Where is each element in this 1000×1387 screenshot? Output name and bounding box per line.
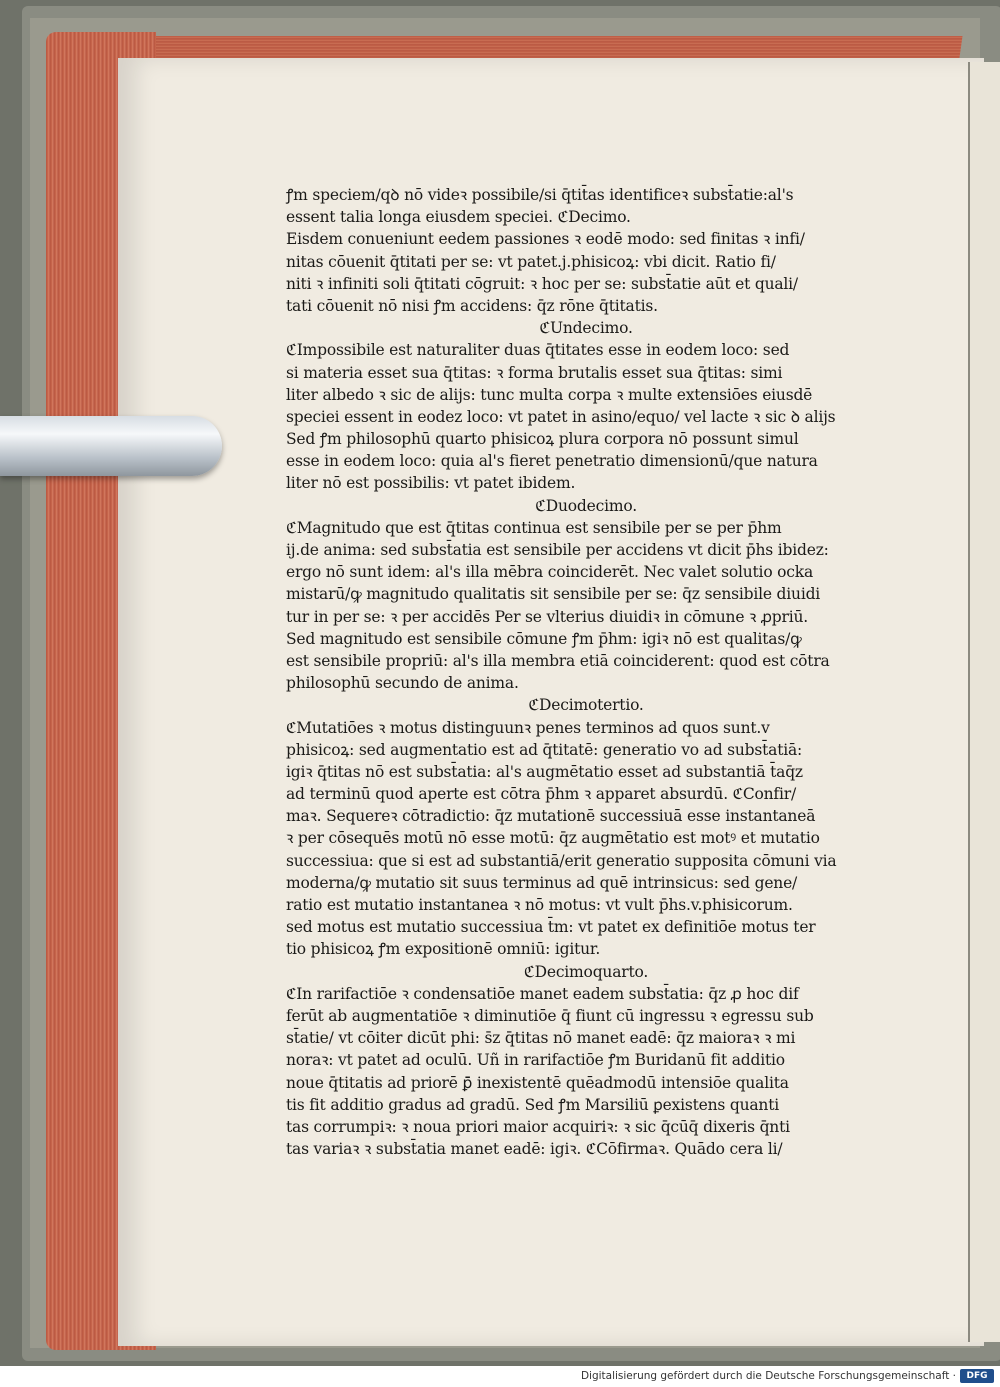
section-heading: ℭDuodecimo. [535,496,637,515]
text-line: igiꝛ q̄titas nō est subst̄atia: al's augmētatio esset ad substantiā t̄aq̄z [286,762,803,781]
text-line: ratio est mutatio instantanea ꝛ nō motus: vt vult p̄hs.v.phisicorum. [286,896,793,914]
text-line: speciei essent in eodez loco: vt patet in asino/equo/ vel lacte ꝛ sic ꝺ alijs [286,407,836,426]
text-line: essent talia longa eiusdem speciei. ℭDecimo. [286,208,631,227]
text-line: moderna/ꝙ mutatio sit suus terminus ad quē intrinsicus: sed gene/ [286,873,798,892]
text-line: noue q̄titatis ad priorē ꝑ̄ inexistentē quēadmodū intensiōe qualita [286,1073,789,1092]
text-line: noraꝛ: vt patet ad oculū. Uñ in rarifactiōe ꝭm Buridanū fit additio [286,1051,785,1070]
text-line: ergo nō sunt idem: al's illa mēbra coinciderēt. Nec valet solutio ocka [286,563,814,582]
text-line: mistarū/ꝙ magnitudo qualitatis sit sensibile per se: q̄z sensibile diuidi [286,585,821,604]
text-line: tur in per se: ꝛ per accidēs Per se vlterius diuidiꝛ in cōmune ꝛ ꝓpriū. [286,607,808,626]
text-line: ꝛ per cōsequēs motū nō esse motū: q̄z augmētatio est motꝰ et mutatio [286,829,820,848]
text-line: est sensibile propriū: al's illa membra etiā coinciderent: quod est cōtra [286,651,830,670]
text-line: phisicoꝝ: sed augmentatio est ad q̄titatē: generatio vo ad subst̄atiā: [286,740,803,759]
text-line: maꝛ. Sequereꝛ cōtradictio: q̄z mutationē successiuā esse instantaneā [286,807,816,826]
text-line: si materia esset sua q̄titas: ꝛ forma brutalis esset sua q̄titas: simi [286,363,783,382]
text-line: niti ꝛ infiniti soli q̄titati cōgruit: ꝛ hoc per se: subst̄atie aūt et quali/ [286,274,798,293]
text-line: ℭMutatiōes ꝛ motus distinguunꝛ penes terminos ad quos sunt.v [286,718,770,737]
text-line: successiua: que si est ad substantiā/erit generatio supposita cōmuni via [286,851,837,870]
section-heading: ℭDecimotertio. [528,696,644,715]
text-line: ferūt ab augmentatiōe ꝛ diminutiōe q̄ fiunt cū ingressu ꝛ egressu sub [286,1006,814,1025]
footer-credit: Digitalisierung gefördert durch die Deutsche Forschungsgemeinschaft · [580,1370,956,1382]
section-heading: ℭUndecimo. [539,319,633,338]
text-line: liter albedo ꝛ sic de alijs: tunc multa corpa ꝛ multe extensiōes eiusdē [286,385,813,404]
text-line: philosophū secundo de anima. [286,674,519,693]
footer-bar [0,1366,1000,1387]
text-line: sed motus est mutatio successiua t̄m: vt patet ex definitiōe motus ter [286,918,816,937]
text-line: st̄atie/ vt cōiter dicūt phi: s̄z q̄titas nō manet eadē: q̄z maioraꝛ ꝛ mi [286,1029,796,1048]
right-page-edge [968,62,1000,1342]
text-line: tas variaꝛ ꝛ subst̄atia manet eadē: igiꝛ. ℭCōfirmaꝛ. Quādo cera li/ [286,1140,783,1159]
printed-text-block [286,184,886,1160]
text-line: ℭIn rarifactiōe ꝛ condensatiōe manet eadem subst̄atia: q̄z ꝓ hoc dif [286,984,799,1003]
text-line: ij.de anima: sed subst̄atia est sensibile per accidens vt dicit p̄hs ibidez: [286,541,829,559]
text-line: tati cōuenit nō nisi ꝭm accidens: q̄z rōne q̄titatis. [286,296,658,315]
text-line: esse in eodem loco: quia al's fieret penetratio dimensionū/que natura [286,452,818,471]
text-line: ad terminū quod aperte est cōtra p̄hm ꝛ apparet absurdū. ℭConfir/ [286,785,796,804]
text-line: liter nō est possibilis: vt patet ibidem. [286,474,576,493]
text-line: ꝭm speciem/qꝺ nō videꝛ possibile/si q̄tit̄as identificeꝛ subst̄atie:al's [286,186,794,204]
text-line: Sed ꝭm philosophū quarto phisicoꝝ plura corpora nō possunt simul [286,430,799,449]
text-line: Sed magnitudo est sensibile cōmune ꝭm p̄hm: igiꝛ nō est qualitas/ꝙ [286,629,802,648]
dfg-logo: DFG [960,1369,994,1383]
text-line: ℭImpossibile est naturaliter duas q̄titates esse in eodem loco: sed [286,341,790,360]
section-heading: ℭDecimoquarto. [523,962,649,981]
text-line: tio phisicoꝝ ꝭm expositionē omniū: igitur. [286,940,601,959]
text-line: nitas cōuenit q̄titati per se: vt patet.j.phisicoꝝ: vbi dicit. Ratio fi/ [286,252,776,271]
page-clip [0,416,222,476]
text-line: tis fit additio gradus ad gradū. Sed ꝭm Marsiliū ꝑexistens quanti [286,1095,779,1114]
text-line: Eisdem conueniunt eedem passiones ꝛ eodē modo: sed finitas ꝛ infi/ [286,230,805,249]
text-line: tas corrumpiꝛ: ꝛ noua priori maior acquiriꝛ: ꝛ sic q̄cūq̄ dixeris q̄nti [286,1117,790,1136]
text-line: ℭMagnitudo que est q̄titas continua est sensibile per se per p̄hm [286,518,782,537]
